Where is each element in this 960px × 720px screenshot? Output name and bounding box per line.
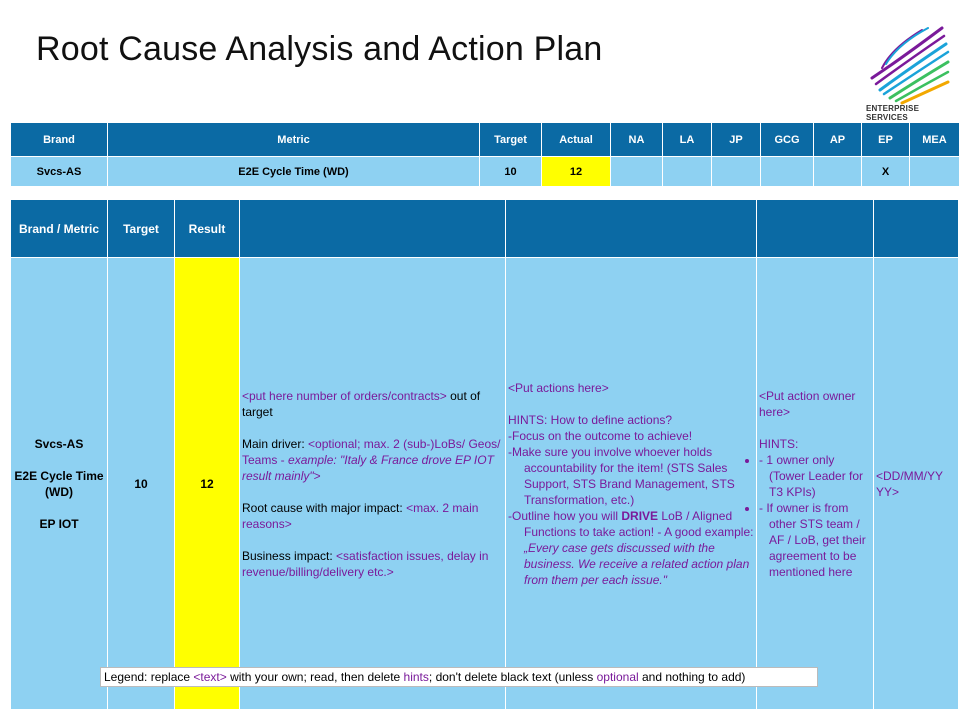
- owner-hints-title: HINTS:: [759, 436, 799, 451]
- hint-involve-accountability: -Make sure you involve whoever holds accountability for the item! (STS Sales Support, STS Brand Management, STS Transformation, etc.): [508, 444, 735, 507]
- header-mea: MEA: [910, 123, 960, 157]
- header-result: Result: [175, 200, 240, 258]
- cell-brand[interactable]: Svcs-AS: [11, 157, 108, 187]
- metric-name: E2E Cycle Time (WD): [14, 468, 104, 499]
- legend-bar: Legend: replace <text> with your own; read, then delete hints; don't delete black text (unless optional and nothing to add): [100, 667, 818, 687]
- page-title: Root Cause Analysis and Action Plan: [36, 30, 603, 68]
- cell-actions[interactable]: [506, 258, 757, 710]
- hint-drive-lob: -Outline how you will DRIVE LoB / Aligned Functions to take action! - A good example: „Every case gets discussed with the business. We receive a related action plan from them per each issue.": [508, 508, 754, 587]
- cell-na[interactable]: [611, 157, 663, 187]
- cell-actual[interactable]: 12: [542, 157, 611, 187]
- header-brand: Brand: [11, 123, 108, 157]
- cell-metric[interactable]: E2E Cycle Time (WD): [108, 157, 480, 187]
- header-ap: AP: [814, 123, 862, 157]
- header-brand-metric: Brand / Metric: [11, 200, 108, 258]
- table-row: [11, 258, 959, 710]
- enterprise-services-logo-icon: [862, 18, 952, 108]
- cell-ep[interactable]: X: [862, 157, 910, 187]
- header-actual: Actual: [542, 123, 611, 157]
- table-header-row: [11, 200, 959, 258]
- actions-hints-title: HINTS: How to define actions?: [508, 412, 673, 427]
- metric-brand: Svcs-AS: [34, 436, 84, 451]
- cell-gcg[interactable]: [761, 157, 814, 187]
- header-root-cause: [240, 200, 506, 258]
- header-target: Target: [480, 123, 542, 157]
- header-na: NA: [611, 123, 663, 157]
- metric-summary-table: [10, 122, 960, 187]
- cell-action-owner[interactable]: [757, 258, 874, 710]
- hint-owner-agreement: • - If owner is from other STS team / AF / LoB, get their agreement to be mentioned here: [759, 500, 871, 580]
- hint-one-owner: • - 1 owner only (Tower Leader for T3 KPIs): [759, 452, 871, 500]
- cell-root-cause[interactable]: [240, 258, 506, 710]
- hint-focus-outcome: -Focus on the outcome to achieve!: [508, 428, 693, 443]
- business-impact: Business impact: <satisfaction issues, delay in revenue/billing/delivery etc.>: [242, 548, 489, 579]
- header-metric: Metric: [108, 123, 480, 157]
- main-driver: Main driver: <optional; max. 2 (sub-)LoBs/ Geos/ Teams - example: "Italy & France drove EP IOT result mainly">: [242, 436, 501, 483]
- header-ep: EP: [862, 123, 910, 157]
- actions-placeholder: <Put actions here>: [508, 380, 609, 395]
- action-plan-table: [10, 199, 959, 710]
- root-cause: Root cause with major impact: <max. 2 main reasons>: [242, 500, 479, 531]
- actions-hints-list: [508, 428, 754, 588]
- metric-scope: EP IOT: [39, 516, 79, 531]
- table-row: [11, 157, 960, 187]
- header-owner: [757, 200, 874, 258]
- cell-target[interactable]: 10: [480, 157, 542, 187]
- cell-mea[interactable]: [910, 157, 960, 187]
- header-actions: [506, 200, 757, 258]
- logo-text: ENTERPRISE SERVICES: [866, 104, 920, 122]
- header-gcg: GCG: [761, 123, 814, 157]
- cell-result[interactable]: 12: [175, 258, 240, 710]
- cell-ap[interactable]: [814, 157, 862, 187]
- header-due-date: [874, 200, 959, 258]
- cell-due-date[interactable]: <DD/MM/YY YY>: [874, 258, 959, 710]
- header-la: LA: [663, 123, 712, 157]
- orders-out-of-target: <put here number of orders/contracts> out of target: [242, 388, 481, 419]
- cell-target[interactable]: 10: [108, 258, 175, 710]
- header-target: Target: [108, 200, 175, 258]
- cell-brand-metric[interactable]: [11, 258, 108, 710]
- table-header-row: [11, 123, 960, 157]
- owner-placeholder: <Put action owner here>: [759, 388, 856, 419]
- header-jp: JP: [712, 123, 761, 157]
- cell-jp[interactable]: [712, 157, 761, 187]
- owner-hints-list: [759, 452, 871, 580]
- cell-la[interactable]: [663, 157, 712, 187]
